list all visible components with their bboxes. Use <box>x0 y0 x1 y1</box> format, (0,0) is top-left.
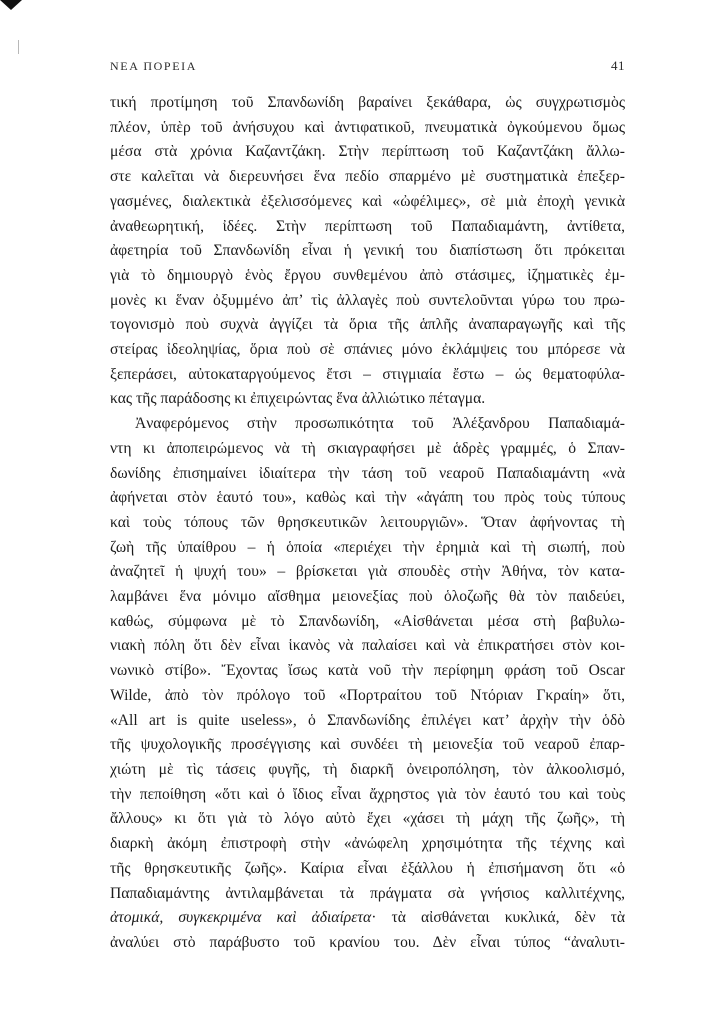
italic-phrase: ἀτομικά, συγκεκριμένα καὶ ἀδιαίρετα <box>110 909 372 927</box>
scan-margin-mark <box>18 40 19 54</box>
text-line: διαρκὴ ἀκόμη ἐπιστροφὴ στὴν «ἀνώφελη χρησιμότητα τῆς τέχνης καὶ <box>110 835 625 853</box>
text-line: Ἀναφερόμενος στὴν προσωπικότητα τοῦ Ἀλέξανδρου Παπαδιαμά- <box>135 415 625 433</box>
text-line: στείρας ἰδεοληψίας, ὅρια ποὺ σὲ σπάνιες μόνο ἐκλάμψεις του μπόρεσε νὰ <box>110 341 625 359</box>
running-head <box>110 58 625 74</box>
text-line: ἀφήνεται στὸν ἑαυτό του», καθὼς καὶ τὴν «ἀγάπη του πρὸς τοὺς τύπους <box>110 489 625 507</box>
text-line: νωνικὸ στίβο». Ἔχοντας ἴσως κατὰ νοῦ τὴν περίφημη φράση τοῦ Oscar <box>110 662 625 680</box>
text-line: χιώτη μὲ τὶς τάσεις φυγῆς, τὴ διαρκῆ ὀνειροπόληση, τὸν ἀλκοολισμό, <box>110 760 625 778</box>
text-line: ἀφετηρία τοῦ Σπανδωνίδη εἶναι ἡ γενική του διαπίστωση ὅτι πρόκειται <box>110 242 625 260</box>
text-line: ξεπεράσει, αὐτοκαταργούμενος ἔτσι – στιγμιαία ἔστω – ὡς θεματοφύλα- <box>110 365 625 383</box>
text-line: καὶ τοὺς τόπους τῶν θρησκευτικῶν λειτουργιῶν». Ὅταν ἀφήνοντας τὴ <box>110 513 625 531</box>
paragraph <box>110 412 625 955</box>
text-line <box>110 906 625 931</box>
text-line: Wilde, ἀπὸ τὸν πρόλογο τοῦ «Πορτραίτου τοῦ Ντόριαν Γκραίη» ὅτι, <box>110 686 625 704</box>
text-line: τὴν πεποίθηση «ὅτι καὶ ὁ ἴδιος εἶναι ἄχρηστος γιὰ τὸν ἑαυτό του καὶ τοὺς <box>110 785 625 803</box>
page-number: 41 <box>611 58 625 73</box>
scan-corner-mark <box>0 0 22 10</box>
text-line: λαμβάνει ἕνα μόνιμο αἴσθημα μειονεξίας ποὺ ὁλοζωῆς θὰ τὸν παιδεύει, <box>110 588 625 606</box>
text-line: «All art is quite useless», ὁ Σπανδωνίδης ἐπιλέγει κατ’ ἀρχὴν τὴν ὁδὸ <box>110 711 625 729</box>
text-line: τῆς ψυχολογικῆς προσέγγισης καὶ συνδέει τὴ μειονεξία τοῦ νεαροῦ ἐπαρ- <box>110 736 625 754</box>
running-title: ΝΕΑ ΠΟΡΕΙΑ <box>110 59 197 73</box>
text-line: δωνίδης ἐπισημαίνει ἰδιαίτερα τὴν τάση τοῦ νεαροῦ Παπαδιαμάντη «νὰ <box>110 464 625 482</box>
text-line: γασμένες, διαλεκτικὰ ἐξελισσόμενες καὶ «ὠφέλιμες», σὲ μιὰ ἐποχὴ γενικὰ <box>110 192 625 210</box>
text-line: ἄλλους» κι ὅτι γιὰ τὸ λόγο αὐτὸ ἔχει «χάσει τὴ μάχη τῆς ζωῆς», τὴ <box>110 810 625 828</box>
text-line: τῆς θρησκευτικῆς ζωῆς». Καίρια εἶναι ἐξάλλου ἡ ἐπισήμανση ὅτι «ὁ <box>110 859 625 877</box>
text-line: πλέον, ὑπὲρ τοῦ ἀνήσυχου καὶ ἀντιφατικοῦ, πνευματικὰ ὀγκούμενου ὅμως <box>110 118 625 136</box>
text-line: ἀναλύει στὸ παράβυστο τοῦ κρανίου του. Δὲν εἶναι τύπος “ἀναλυτι- <box>110 933 625 951</box>
text-line: ἀναζητεῖ ἡ ψυχή του» – βρίσκεται γιὰ σπουδὲς στὴν Ἀθήνα, τὸν κατα- <box>110 563 625 581</box>
text-line: ντη κι ἀποπειρώμενος νὰ τὴ σκιαγραφήσει μὲ ἁδρὲς γραμμές, ὁ Σπαν- <box>110 439 625 457</box>
text-line: γιὰ τὸ δημιουργὸ ἑνὸς ἔργου συνθεμένου ἀπὸ στάσιμες, ἰζηματικὲς ἐμ- <box>110 266 625 284</box>
body-text <box>110 91 625 956</box>
text-line: τογονισμὸ ποὺ συχνὰ ἀγγίζει τὰ ὅρια τῆς ἁπλῆς ἀναπαραγωγῆς καὶ τῆς <box>110 316 625 334</box>
text-line: τική προτίμηση τοῦ Σπανδωνίδη βαραίνει ξεκάθαρα, ὡς συγχρωτισμὸς <box>110 94 625 111</box>
text-line: στε καλεῖται νὰ διερευνήσει ἕνα πεδίο σπαρμένο μὲ συστηματικὰ ἐπεξερ- <box>110 168 625 186</box>
text-line: Παπαδιαμάντης ἀντιλαμβάνεται τὰ πράγματα σὰ γνήσιος καλλιτέχνης, <box>110 884 625 902</box>
text-line: μονὲς κι ἕναν ὀξυμμένο ἀπ’ τὶς ἀλλαγὲς ποὺ συντελοῦνται γύρω του πρω- <box>110 291 625 309</box>
paragraph <box>110 91 625 412</box>
line-continuation: · τὰ αἰσθάνεται κυκλικά, δὲν τὰ <box>371 909 626 927</box>
text-line: μέσα στὰ χρόνια Καζαντζάκη. Στὴν περίπτωση τοῦ Καζαντζάκη ἄλλω- <box>110 143 625 161</box>
text-line: νιακὴ πόλη ὅτι δὲν εἶναι ἱκανὸς νὰ παλαίσει καὶ νὰ ἐπικρατήσει στὸν κοι- <box>110 637 625 655</box>
text-line: καθώς, σύμφωνα μὲ τὸ Σπανδωνίδη, «Αἰσθάνεται μέσα στὴ βαβυλω- <box>110 612 625 630</box>
text-line: κας τῆς παράδοσης κι ἐπιχειρώντας ἕνα ἀλλιώτικο πέταγμα. <box>110 390 486 408</box>
text-line: ζωὴ τῆς ὑπαίθρου – ἡ ὁποία «περιέχει τὴν ἐρημιὰ καὶ τὴ σιωπή, ποὺ <box>110 538 625 556</box>
text-line: ἀναθεωρητική, ἰδέες. Στὴν περίπτωση τοῦ Παπαδιαμάντη, ἀντίθετα, <box>110 217 625 235</box>
